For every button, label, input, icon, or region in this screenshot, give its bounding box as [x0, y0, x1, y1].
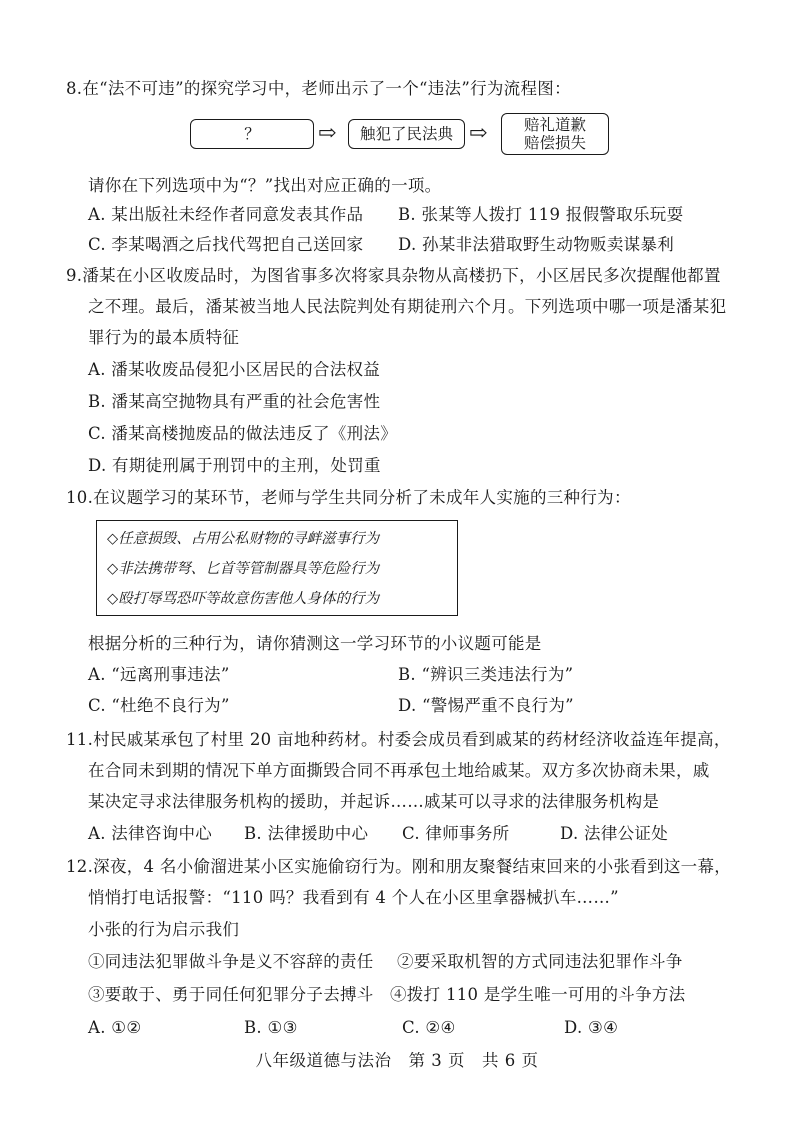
q9-option-d: D. 有期徒刑属于刑罚中的主刑，处罚重 [88, 456, 381, 475]
q12-prompt: 小张的行为启示我们 [88, 920, 240, 939]
q8-option-d: D. 孙某非法猎取野生动物贩卖谋暴利 [398, 235, 675, 254]
q12-option-a: A. ①② [88, 1018, 142, 1037]
q9-option-c: C. 潘某高楼抛废品的做法违反了《刑法》 [88, 424, 398, 443]
q10-case-1: ◇任意损毁、占用公私财物的寻衅滋事行为 [107, 531, 380, 547]
page-footer: 八年级道德与法治 第 3 页 共 6 页 [255, 1051, 539, 1070]
q9-stem-line2: 之不理。最后，潘某被当地人民法院判处有期徒刑六个月。下列选项中哪一项是潘某犯 [88, 297, 727, 316]
q12-option-d: D. ③④ [564, 1018, 619, 1037]
flow-step-consequence [501, 113, 609, 155]
q11-option-d: D. 法律公证处 [560, 824, 669, 843]
q11-option-c: C. 律师事务所 [402, 824, 510, 843]
q11-option-b: B. 法律援助中心 [244, 824, 369, 843]
flow-step-civil-code [348, 119, 465, 149]
q11-stem-line2: 在合同未到期的情况下单方面撕毁合同不再承包土地给戚某。双方多次协商未果，戚 [88, 761, 710, 780]
q10-option-a: A. “远离刑事违法” [88, 665, 230, 684]
q12-stem-line2: 悄悄打电话报警：“110 吗？我看到有 4 个人在小区里拿器械扒车……” [88, 888, 619, 907]
q10-prompt: 根据分析的三种行为，请你猜测这一学习环节的小议题可能是 [88, 634, 542, 653]
q12-stem-line1: 12.深夜，4 名小偷溜进某小区实施偷窃行为。刚和朋友聚餐结束回来的小张看到这一幕， [66, 857, 732, 876]
q8-option-c: C. 李某喝酒之后找代驾把自己送回家 [88, 235, 364, 254]
q9-option-b: B. 潘某高空抛物具有严重的社会危害性 [88, 392, 381, 411]
q11-stem-line3: 某决定寻求法律服务机构的援助，并起诉……戚某可以寻求的法律服务机构是 [88, 792, 660, 811]
q10-case-2: ◇非法携带弩、匕首等管制器具等危险行为 [107, 561, 380, 577]
flow-step-apology: 赔礼道歉 [523, 116, 586, 134]
q9-option-a: A. 潘某收废品侵犯小区居民的合法权益 [88, 360, 381, 379]
q8-prompt: 请你在下列选项中为“？”找出对应正确的一项。 [88, 176, 442, 195]
flow-step-compensation: 赔偿损失 [523, 134, 586, 152]
arrow-right-icon: ⇨ [318, 121, 337, 146]
flow-step-unknown-text: ？ [244, 125, 260, 143]
flow-step-unknown [190, 119, 314, 149]
arrow-right-icon: ⇨ [469, 121, 488, 146]
q11-stem-line1: 11.村民戚某承包了村里 20 亩地种药材。村委会成员看到戚某的药材经济收益连年提高， [66, 730, 731, 749]
q8-option-b: B. 张某等人拨打 119 报假警取乐玩耍 [398, 205, 684, 224]
q12-statement-3: ③要敢于、勇于同任何犯罪分子去搏斗 [88, 985, 374, 1004]
q9-stem-line3: 罪行为的最本质特征 [88, 328, 240, 347]
q8-option-a: A. 某出版社未经作者同意发表其作品 [88, 205, 364, 224]
q12-option-b: B. ①③ [244, 1018, 298, 1037]
q12-option-c: C. ②④ [402, 1018, 456, 1037]
q10-stem: 10.在议题学习的某环节，老师与学生共同分析了未成年人实施的三种行为： [66, 488, 631, 507]
flow-step-civil-code-text: 触犯了民法典 [359, 125, 453, 143]
q8-stem: 8.在“法不可违”的探究学习中，老师出示了一个“违法”行为流程图： [66, 79, 571, 98]
q9-stem-line1: 9.潘某在小区收废品时，为图省事多次将家具杂物从高楼扔下，小区居民多次提醒他都置 [66, 266, 721, 285]
q11-option-a: A. 法律咨询中心 [88, 824, 213, 843]
q10-option-d: D. “警惕严重不良行为” [398, 696, 574, 715]
q10-option-b: B. “辨识三类违法行为” [398, 665, 574, 684]
q10-case-3: ◇殴打辱骂恐吓等故意伤害他人身体的行为 [107, 591, 380, 607]
q12-statement-4: ④拨打 110 是学生唯一可用的斗争方法 [390, 985, 686, 1004]
q10-case-box [96, 520, 458, 616]
q12-statement-1: ①同违法犯罪做斗争是义不容辞的责任 [88, 952, 374, 971]
q12-statement-2: ②要采取机智的方式同违法犯罪作斗争 [397, 952, 683, 971]
q10-option-c: C. “杜绝不良行为” [88, 696, 230, 715]
